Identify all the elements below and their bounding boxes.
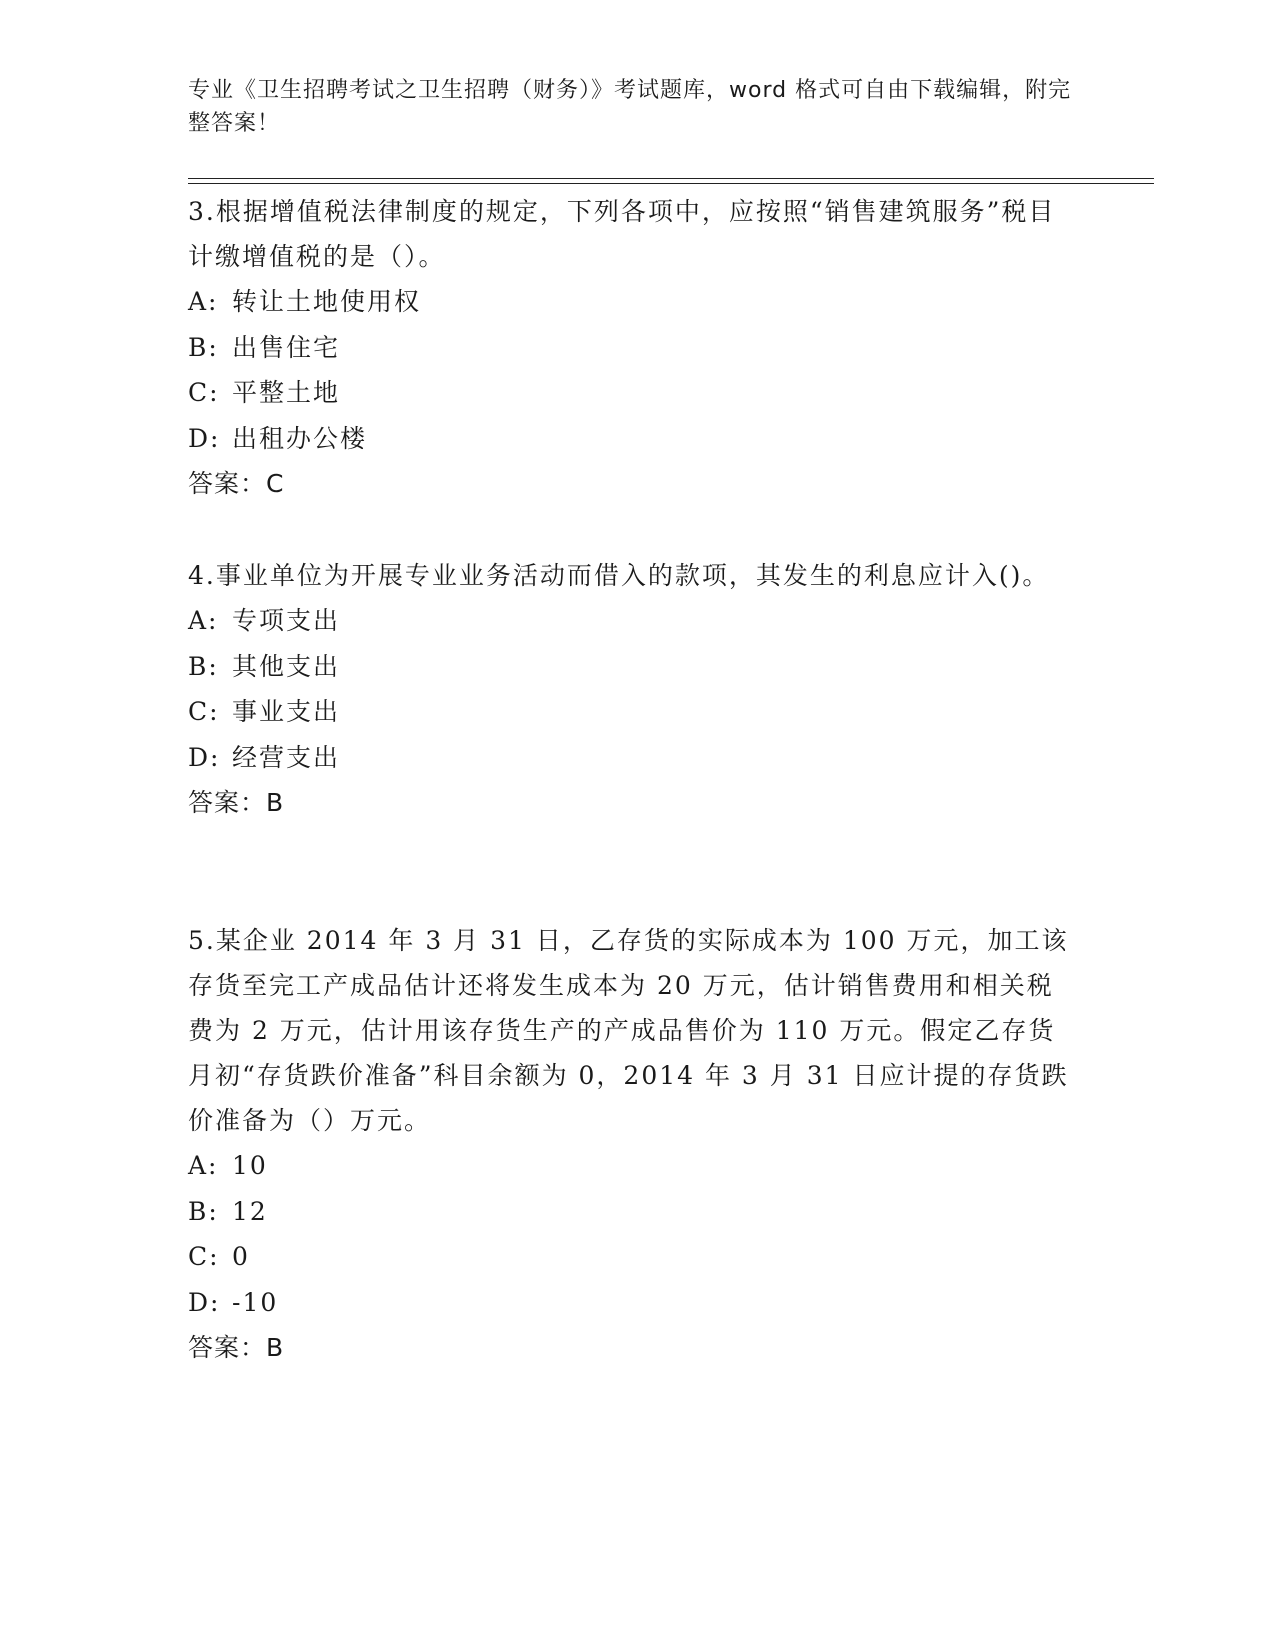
option-c (188, 689, 1078, 735)
option-a (188, 598, 1078, 644)
question-stem: 5.某企业 2014 年 3 月 31 日，乙存货的实际成本为 100 万元，加工该存货至完工产成品估计还将发生成本为 20 万元，估计销售费用和相关税费为 2 万元，估计用该存货生产的产成品售价为 110 万元。假定乙存货月初“存货跌价准备”科目余额为 0，2014 年 3 月 31 日应计提的存货跌价准备为（）万元。 (188, 926, 1069, 1135)
header-divider-bottom (188, 183, 1154, 184)
answer-line: 答案：B (188, 1333, 285, 1362)
option-a (188, 279, 1078, 325)
question-3 (188, 189, 1078, 506)
option-key: B: (188, 332, 219, 362)
document-header: 专业《卫生招聘考试之卫生招聘（财务）》考试题库，word 格式可自由下载编辑，附完整答案！ (188, 78, 1072, 136)
option-key: C: (188, 697, 220, 726)
answer-line: 答案：B (188, 788, 285, 817)
option-key: C: (188, 378, 220, 407)
option-key: D: (188, 1287, 221, 1317)
option-text: 12 (232, 1196, 268, 1226)
option-text: 出售住宅 (232, 332, 341, 362)
option-d (188, 416, 1078, 462)
option-text: 转让土地使用权 (232, 287, 422, 316)
option-b (188, 644, 1078, 690)
option-d (188, 1280, 1078, 1326)
option-key: A: (188, 287, 219, 316)
option-text: 0 (232, 1242, 250, 1271)
answer-line: 答案：C (188, 469, 285, 498)
option-d (188, 735, 1078, 781)
option-text: 10 (232, 1151, 268, 1180)
option-key: A: (188, 606, 219, 635)
option-a (188, 1143, 1078, 1189)
question-4 (188, 553, 1078, 825)
option-b (188, 1189, 1078, 1235)
option-text: 出租办公楼 (232, 423, 368, 453)
option-key: D: (188, 423, 221, 453)
option-key: B: (188, 651, 219, 681)
option-text: 经营支出 (232, 742, 341, 772)
header-divider-top (188, 178, 1154, 179)
option-key: D: (188, 742, 221, 772)
option-text: 事业支出 (232, 697, 341, 726)
question-stem: 4.事业单位为开展专业业务活动而借入的款项，其发生的利息应计入()。 (188, 561, 1050, 590)
option-key: C: (188, 1242, 220, 1271)
option-key: B: (188, 1196, 219, 1226)
option-key: A: (188, 1151, 219, 1180)
question-5 (188, 918, 1078, 1370)
option-c (188, 1234, 1078, 1280)
option-b (188, 325, 1078, 371)
option-text: -10 (232, 1287, 279, 1317)
option-text: 平整土地 (232, 378, 341, 407)
option-text: 其他支出 (232, 651, 341, 681)
option-text: 专项支出 (232, 606, 341, 635)
question-stem: 3.根据增值税法律制度的规定，下列各项中，应按照“销售建筑服务”税目计缴增值税的是（）。 (188, 197, 1056, 271)
option-c (188, 370, 1078, 416)
